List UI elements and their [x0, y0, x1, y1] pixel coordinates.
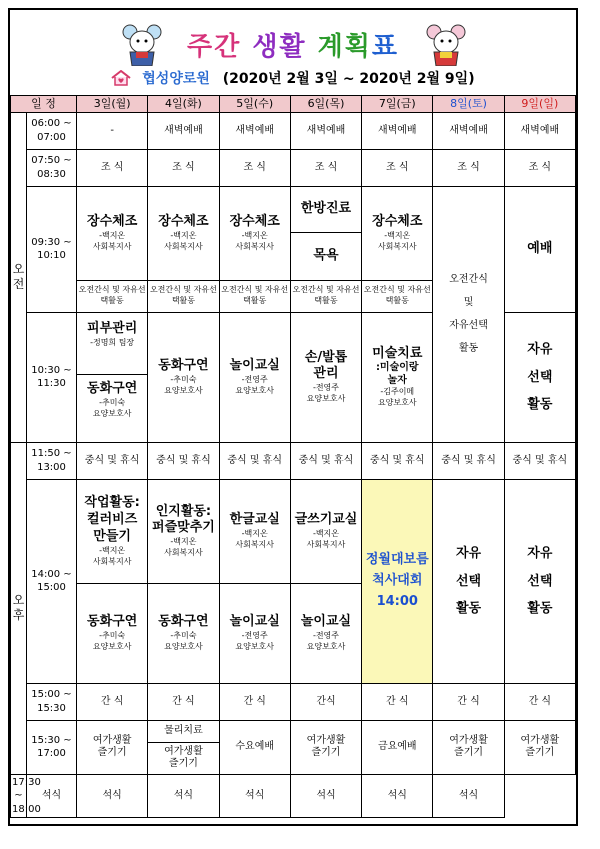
schedule-cell: 중식 및 휴식 — [148, 442, 219, 479]
event-title: 정월대보름 — [365, 552, 429, 568]
activity-line: 활동 — [455, 600, 482, 616]
schedule-cell — [433, 479, 504, 683]
activity-sub: -전영주 — [312, 383, 340, 393]
activity-line: 선택 — [527, 573, 553, 589]
activity-sub: 사회복지사 — [92, 241, 132, 251]
schedule-cell: 물리치료 — [148, 720, 219, 742]
schedule-cell — [504, 720, 575, 774]
activity-line: 여가생활 — [92, 734, 132, 746]
activity-sub: -추미숙 — [170, 374, 197, 384]
schedule-cell: 석식 — [219, 774, 290, 818]
activity-line: 여가생활 — [520, 734, 560, 746]
table-row — [11, 683, 576, 720]
schedule-cell — [504, 479, 575, 683]
schedule-cell: 중식 및 휴식 — [362, 442, 433, 479]
schedule-cell: 새벽예배 — [290, 112, 361, 149]
activity-line: 자유 — [527, 342, 553, 358]
activity-line: 즐기기 — [525, 747, 555, 759]
schedule-cell — [433, 186, 504, 442]
day-header: 7일(금) — [362, 96, 433, 113]
schedule-cell: 조 식 — [290, 149, 361, 186]
schedule-cell — [148, 312, 219, 442]
schedule-cell — [148, 479, 219, 583]
title-part: 주간 — [187, 32, 242, 62]
schedule-cell: 간 식 — [362, 683, 433, 720]
activity-title: 놀이교실 — [229, 358, 280, 373]
schedule-cell — [290, 720, 361, 774]
activity-title: 손/발톱 — [304, 349, 348, 365]
activity-line: 자유 — [455, 546, 482, 562]
title-part: 계획 — [317, 32, 372, 62]
time-cell: 14:00 ~ 15:00 — [27, 479, 77, 683]
schedule-cell: 새벽예배 — [433, 112, 504, 149]
activity-line: 및 — [463, 297, 474, 309]
schedule-cell: 중식 및 휴식 — [219, 442, 290, 479]
schedule-cell: 금요예배 — [362, 720, 433, 774]
page-title — [10, 26, 576, 63]
activity-line: 자유 — [527, 546, 553, 562]
activity-line: 여가생활 — [449, 734, 488, 746]
time-cell: 10:30 ~ 11:30 — [27, 312, 77, 442]
schedule-cell — [77, 720, 148, 774]
schedule-label: 일 정 — [11, 96, 77, 113]
schedule-cell: 오전간식 및 자유선택활동 — [148, 280, 219, 312]
title-part: 표 — [371, 32, 399, 62]
activity-sub: 사회복지사 — [164, 548, 203, 558]
activity-title: 글쓰기교실 — [294, 512, 358, 527]
activity-sub: 사회복지사 — [235, 539, 275, 549]
pm-section-label: 오후 — [11, 442, 27, 774]
activity-line: 자유선택 — [449, 320, 488, 332]
activity-sub: 요양보호사 — [306, 641, 346, 651]
day-header: 4일(화) — [148, 96, 219, 113]
activity-line: 활동 — [527, 600, 553, 616]
schedule-cell — [433, 720, 504, 774]
table-row — [11, 186, 576, 232]
activity-line: 선택 — [455, 573, 482, 589]
activity-line: 여가생활 — [306, 734, 346, 746]
schedule-cell: 오전간식 및 자유선택활동 — [219, 280, 290, 312]
schedule-cell — [77, 186, 148, 280]
activity-title: 미술치료 — [372, 345, 423, 361]
activity-line: 즐기기 — [168, 758, 198, 770]
activity-title: 장수체조 — [372, 214, 423, 229]
activity-sub: -백지온 — [170, 230, 197, 240]
day-header: 8일(토) — [433, 96, 504, 113]
schedule-cell: 간 식 — [148, 683, 219, 720]
schedule-cell: 조 식 — [433, 149, 504, 186]
activity-title: 장수체조 — [158, 214, 209, 229]
time-cell: 06:00 ~ 07:00 — [27, 112, 77, 149]
schedule-cell: 새벽예배 — [504, 112, 575, 149]
table-row — [11, 442, 576, 479]
activity-sub: 사회복지사 — [164, 241, 203, 251]
activity-sub: 요양보호사 — [164, 641, 203, 651]
activity-title: :미술이랑 — [375, 362, 419, 374]
table-row — [11, 479, 576, 583]
activity-title: 놀자 — [387, 374, 407, 386]
activity-sub: 요양보호사 — [235, 641, 275, 651]
schedule-cell: 간식 — [290, 683, 361, 720]
schedule-cell — [148, 186, 219, 280]
schedule-cell: 새벽예배 — [362, 112, 433, 149]
schedule-cell: 새벽예배 — [148, 112, 219, 149]
schedule-cell: 조 식 — [362, 149, 433, 186]
activity-sub: 요양보호사 — [92, 408, 132, 418]
event-title: 척사대회 — [372, 572, 423, 588]
schedule-cell — [219, 186, 290, 280]
schedule-cell: 목욕 — [290, 232, 361, 280]
table-row — [11, 720, 576, 742]
activity-title: 놀이교실 — [300, 614, 352, 629]
activity-title: 작업활동: — [84, 495, 140, 511]
activity-title: 관리 — [313, 366, 339, 382]
schedule-cell: 오전간식 및 자유선택활동 — [290, 280, 361, 312]
time-cell: 15:30 ~ 17:00 — [27, 720, 77, 774]
schedule-cell: 간 식 — [504, 683, 575, 720]
activity-sub: -전영주 — [312, 630, 340, 640]
activity-line: 즐기기 — [311, 747, 341, 759]
schedule-cell: 한방진료 — [290, 186, 361, 232]
activity-sub: 요양보호사 — [235, 385, 275, 395]
header — [10, 10, 576, 90]
activity-title: 퍼즐맞추기 — [152, 520, 215, 536]
schedule-cell — [362, 186, 433, 280]
schedule-cell: 석식 — [433, 774, 504, 818]
activity-sub: -백지온 — [170, 537, 197, 547]
activity-sub: -정명희 팀장 — [90, 338, 135, 348]
day-header: 6일(목) — [290, 96, 361, 113]
activity-sub: -백지온 — [241, 230, 268, 240]
activity-title: 동화구연 — [87, 614, 138, 629]
schedule-cell — [290, 479, 361, 583]
day-header: 5일(수) — [219, 96, 290, 113]
schedule-cell: 예배 — [504, 186, 575, 312]
schedule-cell: 중식 및 휴식 — [290, 442, 361, 479]
schedule-cell: 간 식 — [219, 683, 290, 720]
activity-title: 동화구연 — [158, 358, 209, 373]
activity-title: 장수체조 — [229, 214, 280, 229]
day-header: 9일(일) — [504, 96, 575, 113]
activity-line: 즐기기 — [454, 747, 484, 759]
activity-sub: 사회복지사 — [377, 241, 417, 251]
schedule-cell: 조 식 — [504, 149, 575, 186]
schedule-cell: 석식 — [77, 774, 148, 818]
activity-title: 동화구연 — [158, 614, 209, 629]
activity-sub: -추미숙 — [170, 630, 197, 640]
schedule-cell: 조 식 — [219, 149, 290, 186]
activity-sub: -김주이메 — [380, 387, 415, 397]
activity-line: 활동 — [458, 343, 479, 355]
schedule-table — [10, 95, 576, 818]
table-row — [11, 112, 576, 149]
activity-line: 선택 — [527, 369, 553, 385]
activity-title: 만들기 — [93, 528, 131, 544]
activity-title: 인지활동: — [155, 503, 212, 519]
highlight-event-cell — [362, 479, 433, 683]
schedule-cell — [219, 583, 290, 683]
schedule-cell — [148, 583, 219, 683]
schedule-cell: 간 식 — [77, 683, 148, 720]
schedule-cell: 오전간식 및 자유선택활동 — [77, 280, 148, 312]
subtitle — [10, 68, 576, 88]
activity-title: 한글교실 — [229, 512, 280, 527]
activity-sub: 요양보호사 — [377, 398, 417, 408]
schedule-cell — [219, 312, 290, 442]
table-row — [11, 149, 576, 186]
activity-sub: -백지온 — [312, 528, 340, 538]
schedule-cell: 석식 — [362, 774, 433, 818]
schedule-cell — [290, 312, 361, 442]
schedule-cell — [362, 312, 433, 442]
activity-title: 놀이교실 — [229, 614, 280, 629]
schedule-cell — [148, 742, 219, 774]
activity-sub: 요양보호사 — [306, 394, 346, 404]
time-cell: 09:30 ~ 10:10 — [27, 186, 77, 312]
activity-line: 오전간식 — [449, 274, 488, 286]
schedule-cell: 수요예배 — [219, 720, 290, 774]
activity-sub: -추미숙 — [99, 630, 126, 640]
schedule-cell — [77, 312, 148, 442]
activity-line: 즐기기 — [97, 747, 127, 759]
activity-title: 장수체조 — [87, 214, 138, 229]
day-header: 3일(월) — [77, 96, 148, 113]
header-row — [11, 96, 576, 113]
schedule-cell: 석식 — [290, 774, 361, 818]
activity-sub: -백지온 — [241, 528, 268, 538]
am-section-label: 오전 — [11, 112, 27, 442]
activity-title: 피부관리 — [87, 321, 138, 337]
activity-sub: -전영주 — [241, 630, 268, 640]
activity-line: 활동 — [527, 396, 553, 412]
schedule-cell: 간 식 — [433, 683, 504, 720]
time-cell: 17:30 ~ 18:00 — [11, 774, 27, 818]
schedule-cell: 조 식 — [148, 149, 219, 186]
schedule-cell: 석식 — [27, 774, 77, 818]
activity-sub: -전영주 — [241, 374, 268, 384]
activity-sub: -백지온 — [99, 545, 126, 555]
activity-title: 컬러비즈 — [87, 512, 138, 527]
org-name: 협성양로원 — [142, 71, 210, 87]
title-part: 생활 — [252, 32, 307, 62]
activity-sub: -백지온 — [384, 230, 411, 240]
schedule-cell: - — [77, 112, 148, 149]
schedule-cell — [77, 479, 148, 583]
schedule-cell: 새벽예배 — [219, 112, 290, 149]
activity-sub: 사회복지사 — [306, 539, 346, 549]
schedule-cell: 중식 및 휴식 — [504, 442, 575, 479]
schedule-cell — [504, 312, 575, 442]
schedule-cell: 중식 및 휴식 — [433, 442, 504, 479]
time-cell: 15:00 ~ 15:30 — [27, 683, 77, 720]
schedule-cell: 중식 및 휴식 — [77, 442, 148, 479]
activity-sub: 요양보호사 — [92, 641, 132, 651]
activity-title: 동화구연 — [87, 381, 138, 397]
schedule-cell — [219, 479, 290, 583]
schedule-cell: 석식 — [148, 774, 219, 818]
schedule-cell — [77, 583, 148, 683]
activity-sub: 사회복지사 — [92, 556, 132, 566]
activity-sub: -백지온 — [99, 230, 126, 240]
schedule-cell: 오전간식 및 자유선택활동 — [362, 280, 433, 312]
activity-line: 여가생활 — [164, 745, 203, 757]
house-logo-icon — [111, 70, 131, 86]
activity-sub: -추미숙 — [99, 398, 126, 408]
activity-sub: 사회복지사 — [235, 241, 275, 251]
time-cell: 07:50 ~ 08:30 — [27, 149, 77, 186]
table-row — [11, 774, 576, 818]
time-cell: 11:50 ~ 13:00 — [27, 442, 77, 479]
activity-sub: 요양보호사 — [164, 385, 203, 395]
date-range: (2020년 2월 3일 ~ 2020년 2월 9일) — [222, 71, 475, 87]
event-time: 14:00 — [376, 593, 418, 609]
schedule-cell — [290, 583, 361, 683]
schedule-cell: 조 식 — [77, 149, 148, 186]
